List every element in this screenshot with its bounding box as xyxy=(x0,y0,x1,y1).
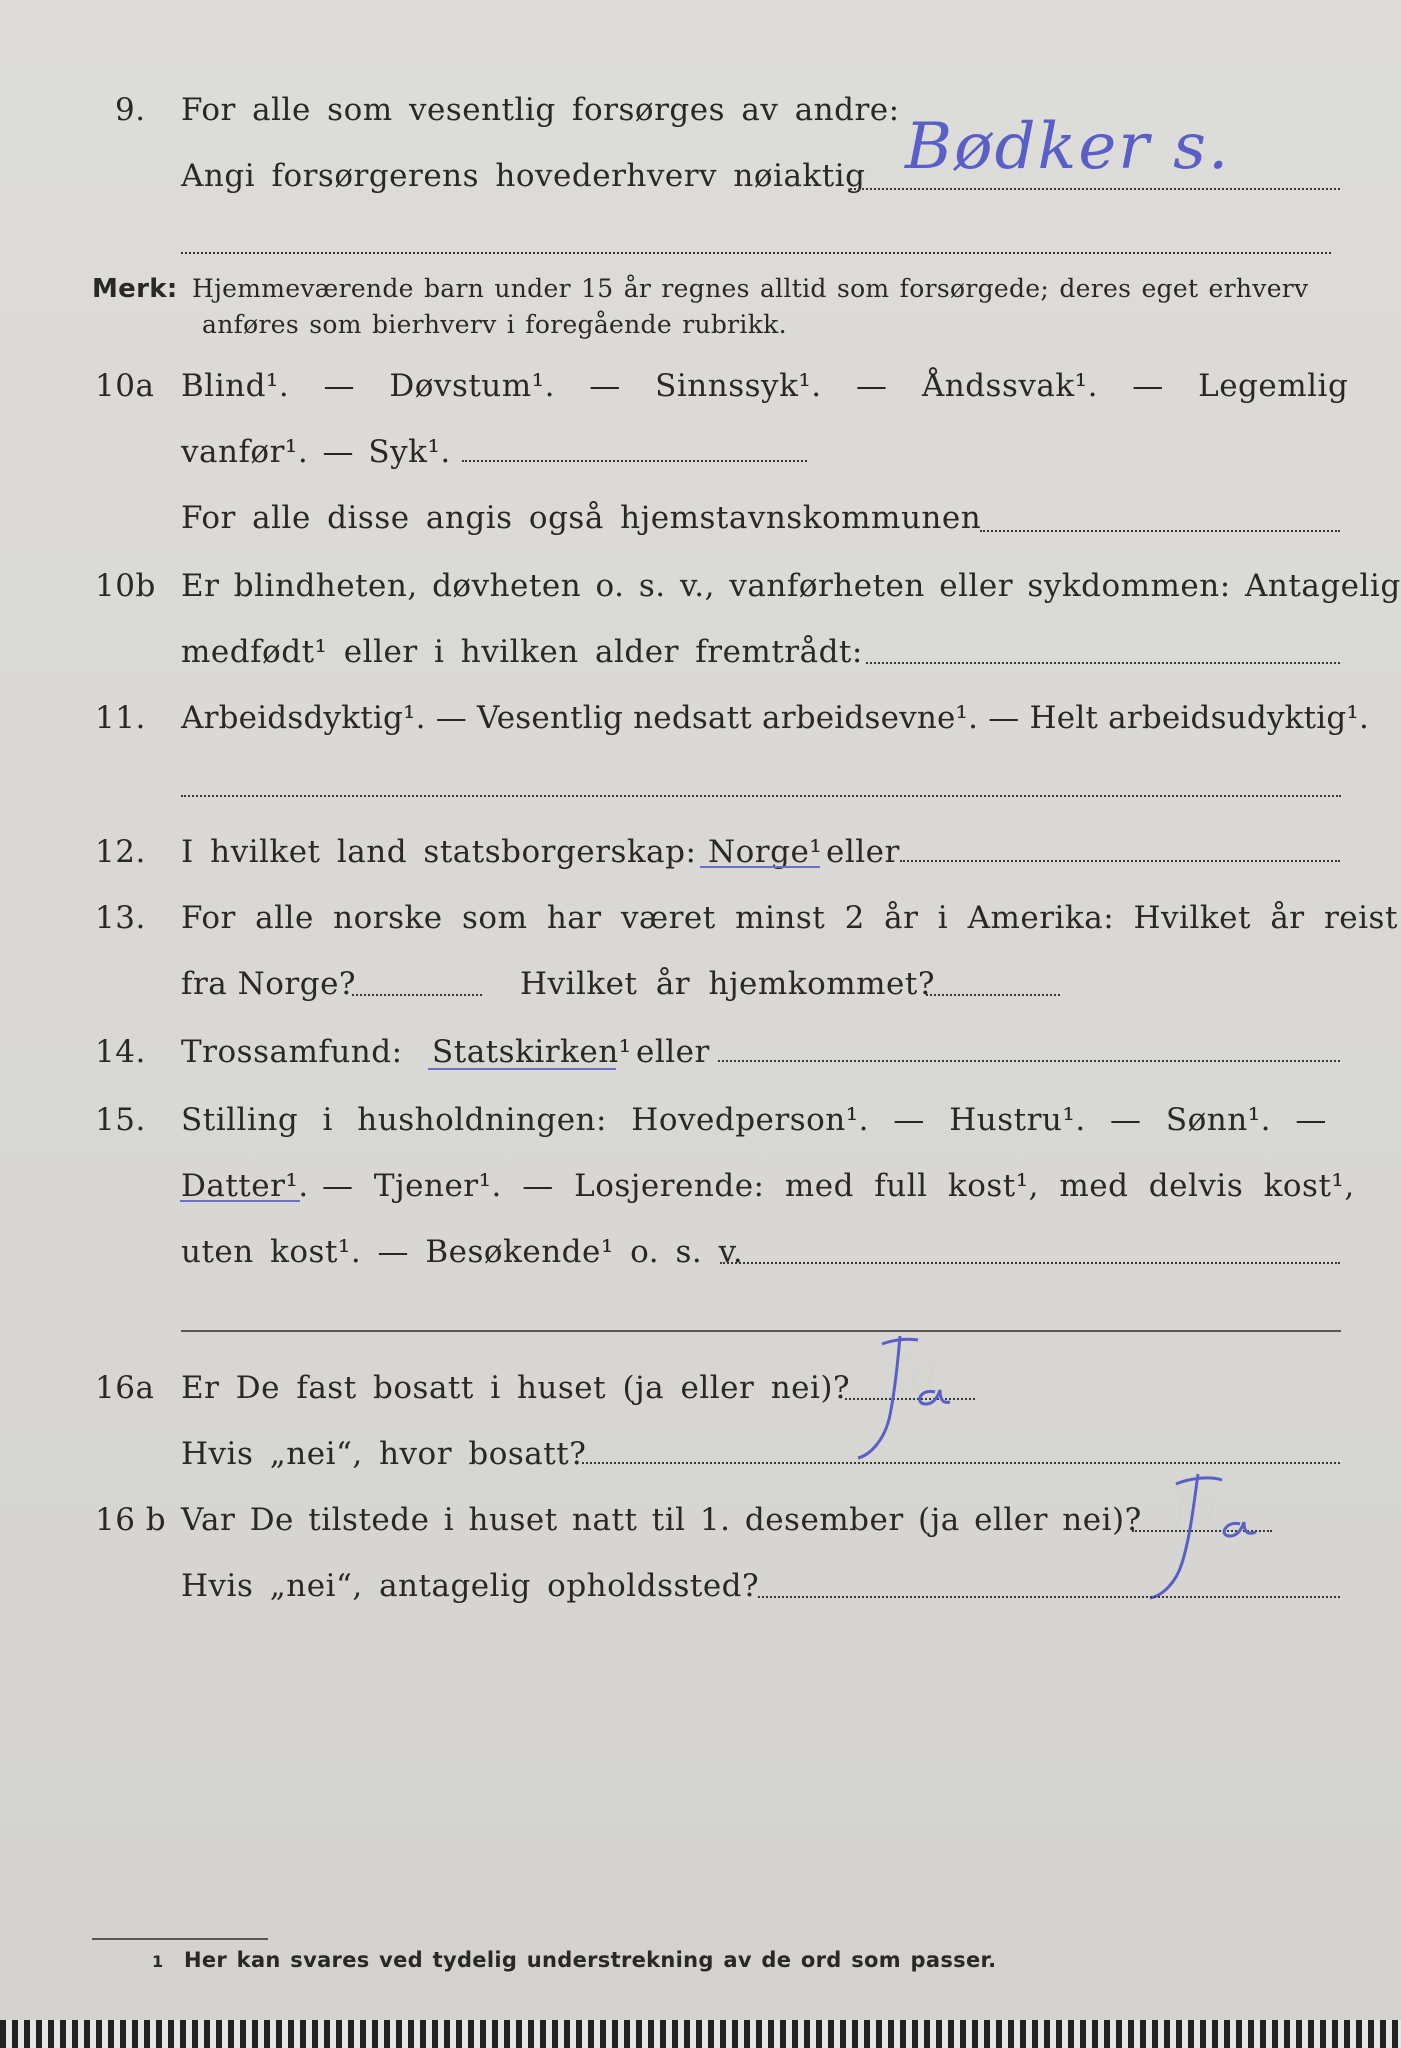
q9-answer-line[interactable] xyxy=(850,188,1340,190)
footnote-mark: 1 xyxy=(152,1952,164,1971)
q16b-line2: Hvis „nei“, antagelig opholdssted? xyxy=(181,1568,760,1604)
q15-option-datter[interactable]: Datter¹. xyxy=(181,1168,309,1204)
q15-number: 15. xyxy=(95,1102,146,1138)
q11-line1: Arbeidsdyktig¹. — Vesentlig nedsatt arbeidsevne¹. — Helt arbeidsudyktig¹. xyxy=(181,700,1370,736)
q15-separator xyxy=(181,1330,1341,1332)
q9-handwritten-answer: Bødker s. xyxy=(905,110,1231,184)
q14-answer-line[interactable] xyxy=(718,1060,1340,1062)
q12-prefix: I hvilket land statsborgerskap: xyxy=(181,834,697,870)
q13-departure-line[interactable] xyxy=(352,994,482,996)
q16b-number: 16 b xyxy=(95,1502,167,1538)
q10b-number: 10b xyxy=(95,568,156,604)
footnote-rule xyxy=(92,1938,268,1940)
q14-suffix: eller xyxy=(636,1034,710,1070)
q16a-residence-line[interactable] xyxy=(582,1462,1340,1464)
q16a-line1: Er De fast bosatt i huset (ja eller nei)? xyxy=(181,1370,851,1406)
q10a-line1: Blind¹. — Døvstum¹. — Sinnssyk¹. — Åndssvak¹. — Legemlig xyxy=(181,368,1349,404)
q16a-line2: Hvis „nei“, hvor bosatt? xyxy=(181,1436,587,1472)
q12-suffix: eller xyxy=(826,834,900,870)
q10b-line2: medfødt¹ eller i hvilken alder fremtrådt: xyxy=(181,634,863,670)
q9-number: 9. xyxy=(115,92,146,128)
q12-norge-underline xyxy=(700,866,820,868)
q13-line2a: fra Norge? xyxy=(181,966,357,1002)
footnote-text: Her kan svares ved tydelig understrekning av de ord som passer. xyxy=(184,1948,997,1972)
q14-statskirken-underline xyxy=(428,1068,616,1070)
q15-answer-line[interactable] xyxy=(720,1262,1340,1264)
q10a-line2: vanfør¹. — Syk¹. xyxy=(181,434,451,470)
q16b-handwriting-ja xyxy=(1110,1468,1290,1608)
q16a-number: 16a xyxy=(95,1370,155,1406)
note-line2: anføres som bierhverv i foregående rubrikk. xyxy=(202,310,787,339)
q10a-number: 10a xyxy=(95,368,155,404)
q10a-line3: For alle disse angis også hjemstavnskommunen xyxy=(181,500,982,536)
q10a-hometown-line[interactable] xyxy=(980,530,1340,532)
q15-line2b: — Tjener¹. — Losjerende: med full kost¹, med delvis kost¹, xyxy=(322,1168,1355,1204)
q14-prefix: Trossamfund: xyxy=(181,1034,403,1070)
q9-line2: Angi forsørgerens hovederhverv nøiaktig xyxy=(181,158,866,194)
q10b-answer-line[interactable] xyxy=(866,662,1340,664)
q14-option-statskirken[interactable]: Statskirken¹ xyxy=(432,1034,632,1070)
q13-line1: For alle norske som har været minst 2 år i Amerika: Hvilket år reist xyxy=(181,900,1398,936)
q14-number: 14. xyxy=(95,1034,146,1070)
q10a-answer-line[interactable] xyxy=(462,460,807,462)
q9-line1: For alle som vesentlig forsørges av andre: xyxy=(181,92,900,128)
q16b-line1: Var De tilstede i huset natt til 1. desember (ja eller nei)? xyxy=(181,1502,1142,1538)
q10b-line1: Er blindheten, døvheten o. s. v., vanførheten eller sykdommen: Antagelig xyxy=(181,568,1401,604)
q15-datter-underline xyxy=(180,1200,300,1202)
q11-answer-line[interactable] xyxy=(181,795,1341,797)
scan-edge-strip xyxy=(0,2020,1401,2048)
note-line1: Hjemmeværende barn under 15 år regnes alltid som forsørgede; deres eget erhverv xyxy=(192,274,1309,303)
q12-number: 12. xyxy=(95,834,146,870)
q15-line3: uten kost¹. — Besøkende¹ o. s. v. xyxy=(181,1234,744,1270)
q11-number: 11. xyxy=(95,700,146,736)
q12-answer-line[interactable] xyxy=(900,860,1340,862)
q16b-whereabouts-line[interactable] xyxy=(758,1596,1340,1598)
q15-line1: Stilling i husholdningen: Hovedperson¹. — Hustru¹. — Sønn¹. — xyxy=(181,1102,1327,1138)
q12-option-norge[interactable]: Norge¹ xyxy=(708,834,823,870)
q16a-handwriting-ja xyxy=(840,1330,990,1470)
q13-number: 13. xyxy=(95,900,146,936)
q13-line2b: Hvilket år hjemkommet? xyxy=(520,966,935,1002)
q9-extra-line[interactable] xyxy=(181,252,1331,254)
note-label: Merk: xyxy=(92,274,178,304)
q13-return-line[interactable] xyxy=(926,994,1060,996)
